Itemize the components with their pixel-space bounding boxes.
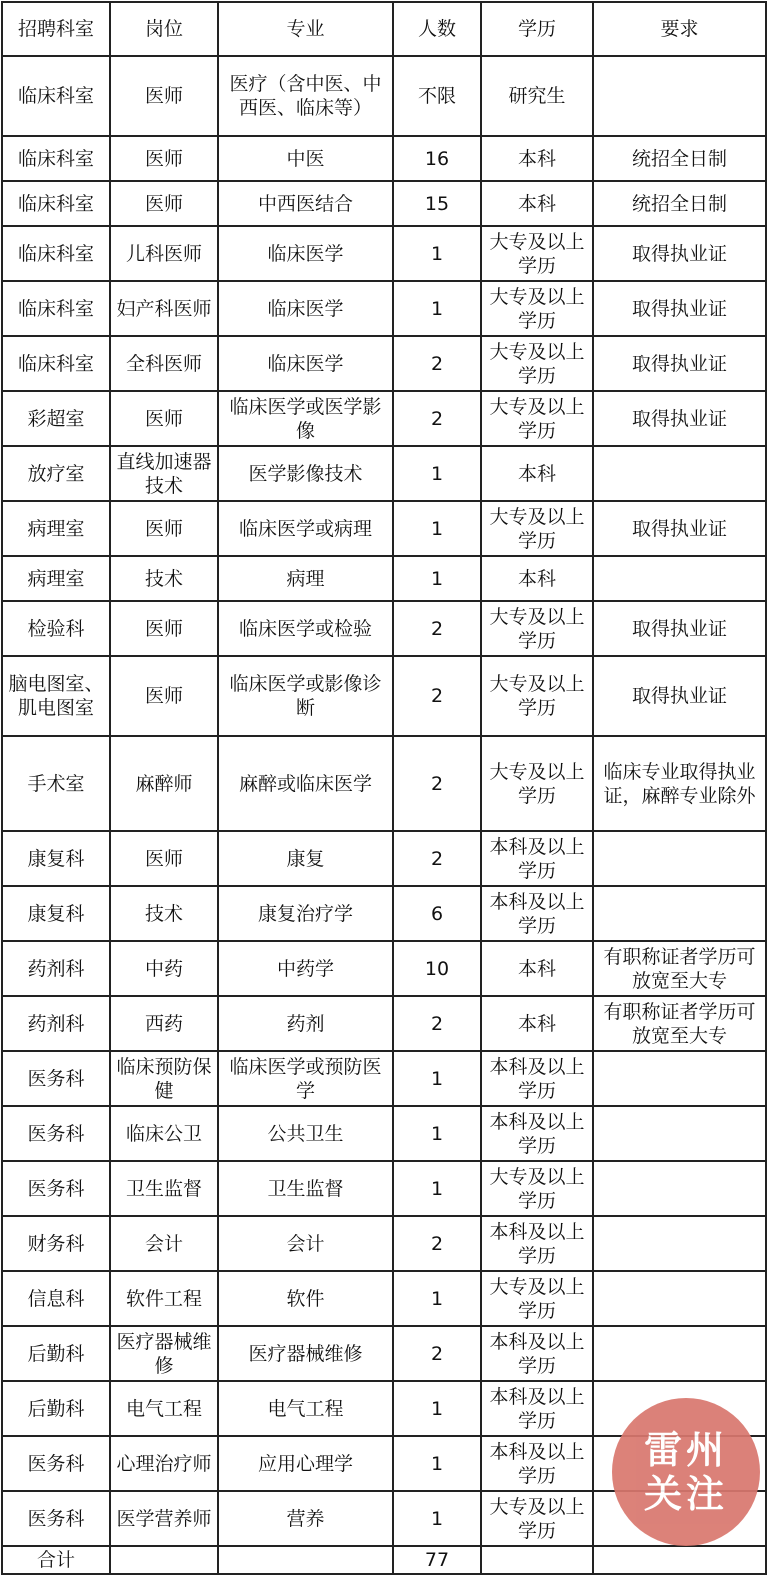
table-row: [2, 1216, 766, 1271]
cell-position: 全科医师: [110, 336, 218, 391]
cell-education: 本科及以上学历: [481, 1051, 593, 1106]
table-row: [2, 136, 766, 181]
cell-dept: 医务科: [2, 1106, 110, 1161]
cell-dept: 康复科: [2, 831, 110, 886]
cell-count: 2: [393, 656, 481, 736]
cell-major: 临床医学或检验: [218, 601, 393, 656]
cell-education: 本科: [481, 941, 593, 996]
table-row: [2, 56, 766, 136]
cell-count: 1: [393, 1051, 481, 1106]
cell-education: 大专及以上学历: [481, 1161, 593, 1216]
cell-education: 大专及以上学历: [481, 501, 593, 556]
cell-requirement: 取得执业证: [593, 601, 766, 656]
cell-count: 2: [393, 1216, 481, 1271]
cell-requirement: [593, 886, 766, 941]
cell-requirement: 取得执业证: [593, 656, 766, 736]
cell-dept: 康复科: [2, 886, 110, 941]
cell-dept: 临床科室: [2, 226, 110, 281]
cell-count: 1: [393, 556, 481, 601]
cell-requirement: [593, 1161, 766, 1216]
cell-dept: 临床科室: [2, 336, 110, 391]
cell-position: 临床公卫: [110, 1106, 218, 1161]
cell-requirement: 取得执业证: [593, 281, 766, 336]
table-row: [2, 1161, 766, 1216]
cell-major: 应用心理学: [218, 1436, 393, 1491]
cell-count: 1: [393, 1491, 481, 1546]
cell-major: 中西医结合: [218, 181, 393, 226]
header-requirement: 要求: [593, 2, 766, 56]
cell-requirement: [593, 446, 766, 501]
cell-requirement: 临床专业取得执业证，麻醉专业除外: [593, 736, 766, 831]
cell-count: 10: [393, 941, 481, 996]
cell-major: 临床医学或病理: [218, 501, 393, 556]
cell-major: 药剂: [218, 996, 393, 1051]
cell-position: 儿科医师: [110, 226, 218, 281]
cell-requirement: 统招全日制: [593, 136, 766, 181]
cell-major: 临床医学或预防医学: [218, 1051, 393, 1106]
cell-education: 大专及以上学历: [481, 736, 593, 831]
cell-position: 直线加速器技术: [110, 446, 218, 501]
cell-count: 1: [393, 1106, 481, 1161]
cell-major: 临床医学或医学影像: [218, 391, 393, 446]
cell-position: 软件工程: [110, 1271, 218, 1326]
cell-requirement: 取得执业证: [593, 391, 766, 446]
cell-major: 软件: [218, 1271, 393, 1326]
cell-position: 心理治疗师: [110, 1436, 218, 1491]
table-row: [2, 336, 766, 391]
table-row: [2, 281, 766, 336]
cell-requirement: [593, 1271, 766, 1326]
cell-major: 公共卫生: [218, 1106, 393, 1161]
cell-education: 本科及以上学历: [481, 1436, 593, 1491]
table-row: [2, 1051, 766, 1106]
cell-count: 2: [393, 996, 481, 1051]
cell-education: 本科及以上学历: [481, 1106, 593, 1161]
table-row: [2, 391, 766, 446]
cell-education: 大专及以上学历: [481, 391, 593, 446]
cell-major: 医疗器械维修: [218, 1326, 393, 1381]
cell-education: 本科: [481, 996, 593, 1051]
cell-count: 1: [393, 446, 481, 501]
cell-dept: 药剂科: [2, 941, 110, 996]
cell-education: 大专及以上学历: [481, 656, 593, 736]
cell-education: 本科: [481, 181, 593, 226]
cell-position: 医师: [110, 831, 218, 886]
cell-dept: 手术室: [2, 736, 110, 831]
cell-position: 麻醉师: [110, 736, 218, 831]
cell-dept: 医务科: [2, 1051, 110, 1106]
cell-count: 2: [393, 1326, 481, 1381]
cell-dept: 彩超室: [2, 391, 110, 446]
cell-education: 本科: [481, 136, 593, 181]
cell-dept: 病理室: [2, 556, 110, 601]
cell-dept: 医务科: [2, 1436, 110, 1491]
cell-blank: [593, 1546, 766, 1574]
cell-education: 本科及以上学历: [481, 831, 593, 886]
cell-major: 中医: [218, 136, 393, 181]
header-row: [2, 2, 766, 56]
cell-position: 电气工程: [110, 1381, 218, 1436]
cell-requirement: [593, 1216, 766, 1271]
cell-dept: 药剂科: [2, 996, 110, 1051]
cell-requirement: [593, 831, 766, 886]
cell-position: 医疗器械维修: [110, 1326, 218, 1381]
cell-education: 本科及以上学历: [481, 1381, 593, 1436]
cell-major: 临床医学或影像诊断: [218, 656, 393, 736]
cell-dept: 医务科: [2, 1491, 110, 1546]
cell-requirement: [593, 56, 766, 136]
cell-major: 麻醉或临床医学: [218, 736, 393, 831]
cell-count: 6: [393, 886, 481, 941]
table-row: [2, 501, 766, 556]
table-row: [2, 736, 766, 831]
cell-position: 医师: [110, 136, 218, 181]
cell-education: 大专及以上学历: [481, 1491, 593, 1546]
cell-count: 1: [393, 1161, 481, 1216]
cell-major: 会计: [218, 1216, 393, 1271]
cell-position: 临床预防保健: [110, 1051, 218, 1106]
table-row: [2, 601, 766, 656]
cell-dept: 放疗室: [2, 446, 110, 501]
table-row: [2, 1106, 766, 1161]
cell-count: 1: [393, 281, 481, 336]
cell-major: 卫生监督: [218, 1161, 393, 1216]
cell-count: 15: [393, 181, 481, 226]
table-row: [2, 181, 766, 226]
cell-dept: 临床科室: [2, 281, 110, 336]
cell-position: 技术: [110, 556, 218, 601]
cell-major: 病理: [218, 556, 393, 601]
cell-dept: 病理室: [2, 501, 110, 556]
cell-education: 本科: [481, 446, 593, 501]
cell-count: 2: [393, 391, 481, 446]
cell-blank: [110, 1546, 218, 1574]
cell-requirement: [593, 1051, 766, 1106]
cell-count: 1: [393, 1271, 481, 1326]
header-count: 人数: [393, 2, 481, 56]
cell-major: 营养: [218, 1491, 393, 1546]
watermark-line2: 关注: [643, 1472, 728, 1516]
cell-dept: 后勤科: [2, 1326, 110, 1381]
header-major: 专业: [218, 2, 393, 56]
cell-count: 不限: [393, 56, 481, 136]
cell-blank: [481, 1546, 593, 1574]
cell-education: 研究生: [481, 56, 593, 136]
cell-position: 医师: [110, 56, 218, 136]
cell-requirement: [593, 1106, 766, 1161]
cell-requirement: 取得执业证: [593, 226, 766, 281]
cell-dept: 财务科: [2, 1216, 110, 1271]
cell-dept: 信息科: [2, 1271, 110, 1326]
table-row: [2, 556, 766, 601]
cell-major: 康复治疗学: [218, 886, 393, 941]
table-row: [2, 1326, 766, 1381]
cell-education: 本科及以上学历: [481, 1216, 593, 1271]
cell-education: 大专及以上学历: [481, 336, 593, 391]
cell-dept: 脑电图室、肌电图室: [2, 656, 110, 736]
cell-education: 本科及以上学历: [481, 1326, 593, 1381]
cell-requirement: 统招全日制: [593, 181, 766, 226]
cell-major: 临床医学: [218, 336, 393, 391]
table-row: [2, 226, 766, 281]
cell-major: 医学影像技术: [218, 446, 393, 501]
recruitment-table: [1, 1, 767, 1575]
cell-major: 临床医学: [218, 226, 393, 281]
cell-count: 1: [393, 226, 481, 281]
table-row: [2, 996, 766, 1051]
header-education: 学历: [481, 2, 593, 56]
cell-position: 医师: [110, 501, 218, 556]
total-count: 77: [393, 1546, 481, 1574]
cell-position: 医师: [110, 391, 218, 446]
cell-count: 2: [393, 831, 481, 886]
cell-position: 妇产科医师: [110, 281, 218, 336]
cell-position: 技术: [110, 886, 218, 941]
cell-major: 电气工程: [218, 1381, 393, 1436]
total-row: [2, 1546, 766, 1574]
cell-dept: 临床科室: [2, 136, 110, 181]
cell-position: 卫生监督: [110, 1161, 218, 1216]
cell-requirement: [593, 556, 766, 601]
table-row: [2, 656, 766, 736]
cell-count: 1: [393, 501, 481, 556]
cell-dept: 临床科室: [2, 56, 110, 136]
cell-count: 1: [393, 1436, 481, 1491]
cell-position: 医学营养师: [110, 1491, 218, 1546]
cell-position: 医师: [110, 181, 218, 226]
cell-position: 会计: [110, 1216, 218, 1271]
table-row: [2, 1271, 766, 1326]
watermark-line1: 雷州: [643, 1428, 728, 1472]
cell-position: 西药: [110, 996, 218, 1051]
cell-requirement: [593, 1326, 766, 1381]
cell-requirement: 有职称证者学历可放宽至大专: [593, 996, 766, 1051]
header-dept: 招聘科室: [2, 2, 110, 56]
table-body: [2, 2, 766, 1574]
cell-count: 2: [393, 336, 481, 391]
cell-dept: 后勤科: [2, 1381, 110, 1436]
table-row: [2, 446, 766, 501]
cell-major: 康复: [218, 831, 393, 886]
cell-position: 医师: [110, 656, 218, 736]
header-position: 岗位: [110, 2, 218, 56]
cell-count: 1: [393, 1381, 481, 1436]
cell-requirement: 取得执业证: [593, 336, 766, 391]
cell-requirement: 取得执业证: [593, 501, 766, 556]
total-label: 合计: [2, 1546, 110, 1574]
cell-position: 中药: [110, 941, 218, 996]
cell-major: 医疗（含中医、中西医、临床等）: [218, 56, 393, 136]
cell-count: 2: [393, 601, 481, 656]
cell-education: 大专及以上学历: [481, 601, 593, 656]
cell-education: 本科及以上学历: [481, 886, 593, 941]
cell-requirement: 有职称证者学历可放宽至大专: [593, 941, 766, 996]
cell-major: 中药学: [218, 941, 393, 996]
cell-count: 2: [393, 736, 481, 831]
cell-education: 大专及以上学历: [481, 281, 593, 336]
watermark-logo: [612, 1398, 760, 1546]
cell-education: 本科: [481, 556, 593, 601]
cell-position: 医师: [110, 601, 218, 656]
table-row: [2, 886, 766, 941]
cell-education: 大专及以上学历: [481, 226, 593, 281]
cell-dept: 医务科: [2, 1161, 110, 1216]
table-row: [2, 941, 766, 996]
cell-dept: 检验科: [2, 601, 110, 656]
cell-blank: [218, 1546, 393, 1574]
table-row: [2, 831, 766, 886]
cell-count: 16: [393, 136, 481, 181]
cell-major: 临床医学: [218, 281, 393, 336]
cell-dept: 临床科室: [2, 181, 110, 226]
cell-education: 大专及以上学历: [481, 1271, 593, 1326]
